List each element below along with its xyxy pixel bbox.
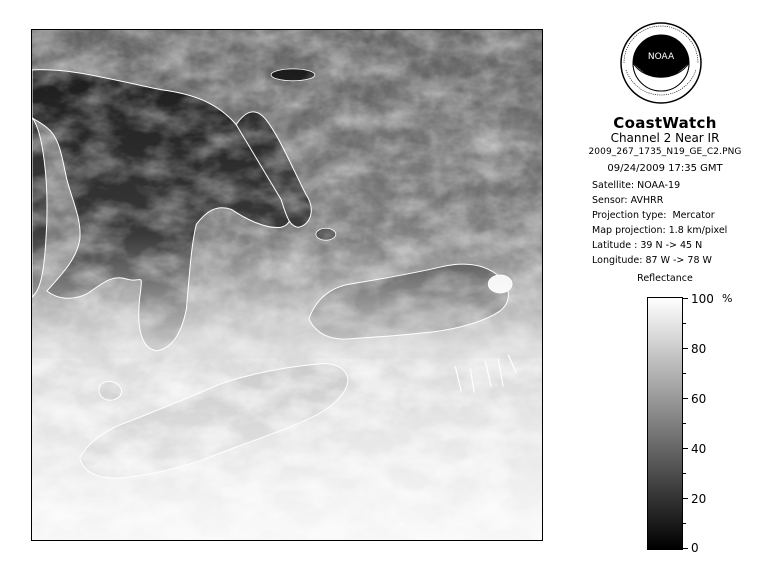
legend-unit: % — [722, 292, 733, 305]
logo-text: NOAA — [647, 52, 675, 62]
colorbar-tick-label: 0 — [691, 541, 699, 555]
colorbar-minor-tick — [683, 323, 686, 324]
colorbar-tick-label: 80 — [691, 342, 707, 356]
legend-title: Reflectance — [637, 273, 693, 284]
colorbar-tick — [683, 298, 688, 299]
colorbar-tick — [683, 448, 688, 449]
reflectance-colorbar — [647, 297, 683, 550]
colorbar-minor-tick — [683, 423, 686, 424]
colorbar-minor-tick — [683, 373, 686, 374]
panel-title: CoastWatch — [613, 114, 717, 132]
colorbar-tick — [683, 498, 688, 499]
map-projection-label: Map projection: 1.8 km/pixel — [592, 225, 728, 236]
colorbar-minor-tick — [683, 473, 686, 474]
noaa-logo-icon — [620, 22, 702, 104]
satellite-map — [32, 30, 542, 540]
acquisition-datetime: 09/24/2009 17:35 GMT — [607, 163, 723, 174]
channel-label: Channel 2 Near IR — [610, 131, 720, 145]
colorbar-tick-label: 100 — [691, 292, 714, 306]
satellite-label: Satellite: NOAA-19 — [592, 180, 681, 191]
colorbar-tick-label: 20 — [691, 492, 707, 506]
longitude-range-label: Longitude: 87 W -> 78 W — [592, 255, 712, 266]
colorbar-tick-label: 40 — [691, 442, 707, 456]
colorbar-tick — [683, 348, 688, 349]
satellite-image — [31, 29, 543, 541]
colorbar-tick — [683, 398, 688, 399]
file-name: 2009_267_1735_N19_GE_C2.PNG — [588, 147, 742, 157]
colorbar-tick-label: 60 — [691, 392, 707, 406]
latitude-range-label: Latitude : 39 N -> 45 N — [592, 240, 703, 251]
projection-type-label: Projection type: Mercator — [592, 210, 715, 221]
sensor-label: Sensor: AVHRR — [592, 195, 664, 206]
colorbar-minor-tick — [683, 523, 686, 524]
colorbar-tick — [683, 548, 688, 549]
